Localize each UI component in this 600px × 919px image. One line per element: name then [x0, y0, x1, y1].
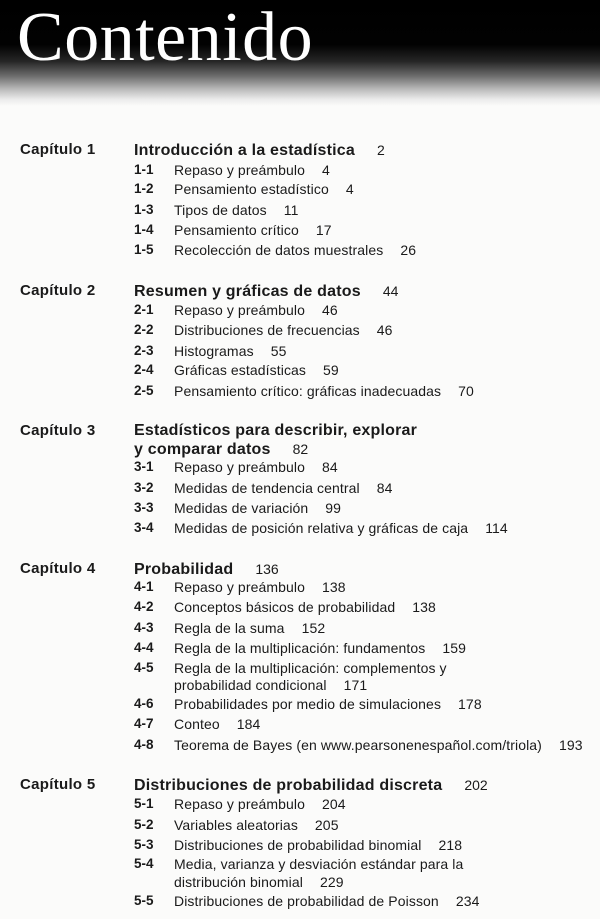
section-entry	[0, 179, 600, 199]
section-page-number: 152	[301, 620, 326, 636]
section-title	[174, 220, 332, 240]
section-page-number: 229	[319, 874, 344, 890]
section-title	[174, 735, 583, 755]
section-title-text: Medidas de tendencia central	[174, 480, 360, 496]
section-entry	[0, 498, 600, 518]
section-title	[174, 478, 392, 498]
section-entry	[0, 835, 600, 855]
section-title	[174, 835, 462, 855]
section-title-text: distribución binomial	[174, 874, 303, 890]
section-title-text: Regla de la multiplicación: complementos y	[174, 660, 447, 676]
section-page-number: 234	[455, 893, 480, 909]
chapter-label: Capítulo 4	[20, 560, 96, 577]
section-entry	[0, 240, 600, 260]
section-entry	[0, 341, 600, 361]
section-title-text: Pensamiento crítico: gráficas inadecuadas	[174, 383, 442, 399]
chapter-title	[134, 775, 488, 796]
section-page-number: 46	[322, 302, 338, 318]
chapter-title-text: y comparar datos	[134, 441, 271, 458]
section-number: 1-2	[134, 181, 154, 196]
chapter-label: Capítulo 2	[20, 282, 96, 299]
section-page-number: 84	[322, 459, 338, 475]
section-entry	[0, 694, 600, 714]
section-entry	[0, 597, 600, 617]
section-page-number: 84	[376, 480, 393, 496]
section-title-text: Teorema de Bayes (en www.pearsonenespañol.com/triola)	[174, 737, 542, 753]
section-title-text: Variables aleatorias	[174, 817, 298, 833]
chapter-page-number: 82	[292, 441, 309, 457]
section-page-number: 55	[270, 343, 287, 359]
section-title	[174, 794, 346, 814]
section-page-number: 114	[485, 520, 508, 536]
section-title	[174, 694, 482, 714]
section-title	[174, 714, 260, 734]
chapter-title	[134, 421, 417, 441]
chapter-label: Capítulo 5	[20, 776, 96, 793]
section-page-number: 159	[442, 640, 467, 656]
section-number: 4-7	[134, 716, 154, 731]
chapter-heading-continuation	[0, 439, 600, 459]
section-title	[174, 675, 367, 695]
chapter-title-text: Introducción a la estadística	[134, 142, 355, 159]
section-number: 1-4	[134, 222, 154, 237]
section-title	[174, 872, 344, 892]
section-number: 4-6	[134, 696, 154, 711]
section-title-text: Conteo	[174, 716, 220, 732]
section-title-text: Pensamiento estadístico	[174, 181, 329, 197]
section-title	[174, 597, 436, 617]
section-entry	[0, 381, 600, 401]
section-entry	[0, 577, 600, 597]
section-title	[174, 240, 416, 260]
section-title-text: Distribuciones de frecuencias	[174, 322, 360, 338]
section-title-text: Medidas de posición relativa y gráficas de caja	[174, 520, 469, 536]
section-entry	[0, 300, 600, 320]
section-page-number: 70	[458, 383, 474, 399]
section-page-number: 171	[343, 677, 368, 693]
section-entry	[0, 457, 600, 477]
chapter-page-number: 2	[376, 142, 385, 158]
section-title-text: Media, varianza y desviación estándar para la	[174, 856, 464, 872]
section-title-text: Regla de la suma	[174, 620, 285, 636]
section-number: 4-3	[134, 620, 154, 635]
section-page-number: 218	[438, 837, 463, 853]
section-entry	[0, 518, 600, 538]
section-title-text: Distribuciones de probabilidad de Poisson	[174, 893, 439, 909]
chapter-page-number: 202	[464, 777, 488, 793]
chapter-label: Capítulo 3	[20, 422, 96, 439]
section-title	[174, 457, 338, 477]
section-title-text: probabilidad condicional	[174, 677, 327, 693]
section-number: 5-3	[134, 837, 154, 852]
section-number: 2-4	[134, 362, 154, 377]
section-number: 4-8	[134, 737, 154, 752]
section-entry	[0, 794, 600, 814]
section-title-text: Tipos de datos	[174, 202, 267, 218]
section-number: 2-5	[134, 383, 154, 398]
section-number: 5-2	[134, 817, 154, 832]
section-title-text: Histogramas	[174, 343, 254, 359]
section-entry	[0, 854, 600, 874]
section-title	[174, 160, 330, 180]
section-number: 5-5	[134, 893, 154, 908]
section-title	[174, 360, 339, 380]
section-page-number: 138	[412, 599, 436, 615]
section-page-number: 4	[345, 181, 354, 197]
chapter-page-number: 136	[255, 561, 279, 577]
section-entry	[0, 618, 600, 638]
section-title-text: Recolección de datos muestrales	[174, 242, 384, 258]
section-title	[174, 200, 298, 220]
chapter-title	[134, 140, 385, 161]
section-entry	[0, 638, 600, 658]
section-page-number: 99	[325, 500, 342, 516]
section-title-text: Repaso y preámbulo	[174, 162, 305, 178]
section-number: 5-1	[134, 796, 154, 811]
section-number: 4-5	[134, 660, 154, 675]
header-band	[0, 0, 600, 106]
section-title	[174, 577, 346, 597]
section-title	[174, 341, 286, 361]
section-title-text: Pensamiento crítico	[174, 222, 299, 238]
section-entry	[0, 891, 600, 911]
section-entry	[0, 714, 600, 734]
section-page-number: 204	[322, 796, 346, 812]
section-title	[174, 518, 508, 538]
section-number: 4-4	[134, 640, 154, 655]
section-number: 4-2	[134, 599, 154, 614]
chapter-page-number: 44	[382, 283, 399, 299]
section-title	[174, 618, 325, 638]
section-title	[174, 815, 339, 835]
section-entry	[0, 478, 600, 498]
section-page-number: 59	[323, 362, 339, 378]
chapter-heading	[0, 559, 600, 579]
section-entry	[0, 320, 600, 340]
section-entry	[0, 360, 600, 380]
section-entry-continuation	[0, 675, 600, 695]
section-number: 3-4	[134, 520, 154, 535]
chapter-heading	[0, 421, 600, 441]
section-title	[174, 854, 463, 874]
chapter-title-text: Resumen y gráficas de datos	[134, 283, 361, 300]
section-number: 5-4	[134, 856, 154, 871]
section-title	[174, 381, 474, 401]
section-page-number: 205	[314, 817, 339, 833]
chapter-title-text: Probabilidad	[134, 561, 234, 578]
section-page-number: 138	[322, 579, 346, 595]
section-number: 4-1	[134, 579, 154, 594]
section-entry	[0, 735, 600, 755]
section-title-text: Probabilidades por medio de simulaciones	[174, 696, 442, 712]
section-title	[174, 638, 466, 658]
section-entry	[0, 220, 600, 240]
section-number: 3-3	[134, 500, 154, 515]
section-number: 2-3	[134, 343, 154, 358]
section-title-text: Repaso y preámbulo	[174, 579, 305, 595]
section-page-number: 26	[400, 242, 417, 258]
section-page-number: 184	[236, 716, 261, 732]
section-page-number: 46	[376, 322, 393, 338]
section-title-text: Repaso y preámbulo	[174, 796, 305, 812]
section-entry	[0, 160, 600, 180]
chapter-title-text: Estadísticos para describir, explorar	[134, 422, 418, 439]
section-number: 1-3	[134, 202, 154, 217]
section-title	[174, 891, 480, 911]
page-title: Contenido	[17, 0, 314, 76]
section-page-number: 178	[458, 696, 482, 712]
section-number: 1-5	[134, 242, 154, 257]
section-title	[174, 300, 338, 320]
section-title	[174, 498, 341, 518]
section-title-text: Repaso y preámbulo	[174, 302, 305, 318]
section-number: 1-1	[134, 162, 154, 177]
section-title-text: Medidas de variación	[174, 500, 309, 516]
section-number: 2-2	[134, 322, 154, 337]
section-page-number: 193	[558, 737, 583, 753]
chapter-heading	[0, 140, 600, 160]
section-title-text: Conceptos básicos de probabilidad	[174, 599, 396, 615]
section-number: 3-2	[134, 480, 154, 495]
section-title-text: Regla de la multiplicación: fundamentos	[174, 640, 426, 656]
chapter-title-text: Distribuciones de probabilidad discreta	[134, 777, 443, 794]
section-entry	[0, 200, 600, 220]
chapter-heading	[0, 281, 600, 301]
chapter-title	[134, 281, 398, 302]
section-entry-continuation	[0, 872, 600, 892]
section-number: 2-1	[134, 302, 154, 317]
section-page-number: 17	[315, 222, 332, 238]
chapter-heading	[0, 775, 600, 795]
section-title-text: Gráficas estadísticas	[174, 362, 307, 378]
section-title	[174, 179, 354, 199]
section-title-text: Distribuciones de probabilidad binomial	[174, 837, 422, 853]
section-entry	[0, 815, 600, 835]
chapter-label: Capítulo 1	[20, 141, 96, 158]
section-page-number: 4	[322, 162, 330, 178]
section-number: 3-1	[134, 459, 154, 474]
section-title-text: Repaso y preámbulo	[174, 459, 305, 475]
section-title	[174, 320, 393, 340]
section-page-number: 11	[283, 202, 299, 218]
